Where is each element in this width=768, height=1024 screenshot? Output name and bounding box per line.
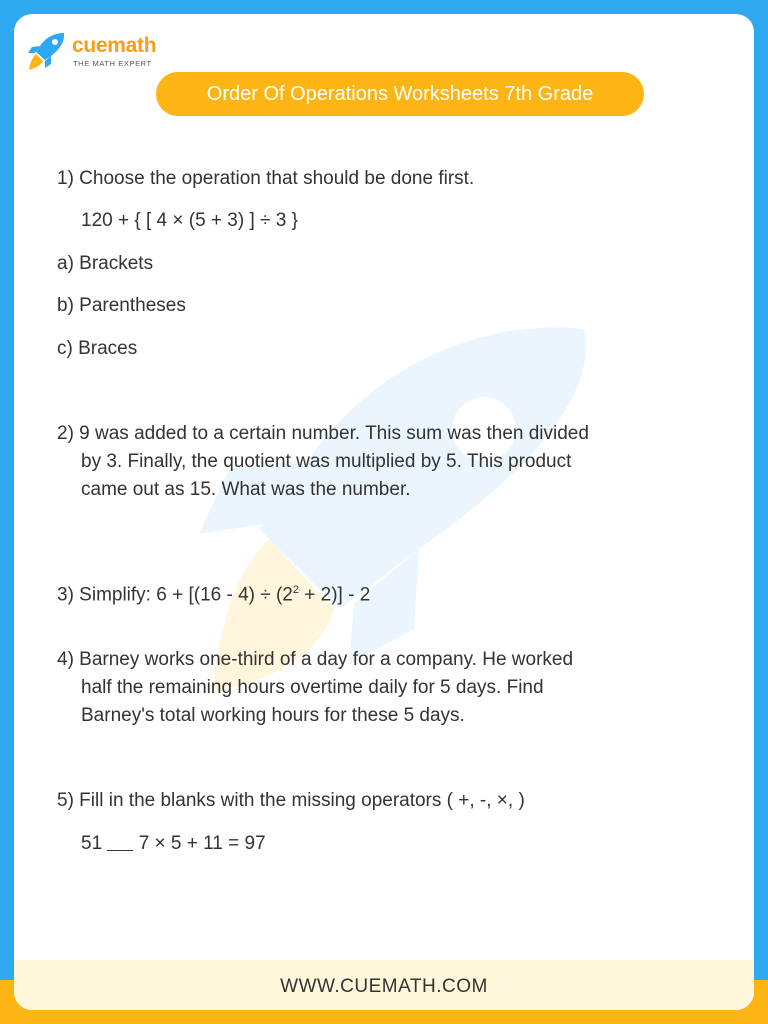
question-3-text — [57, 576, 370, 609]
question-3-suffix: + 2)] - 2 — [298, 584, 371, 606]
question-2-line-3: came out as 15. What was the number. — [81, 479, 411, 500]
question-5-text: 5) Fill in the blanks with the missing operators ( +, -, ×, ) — [57, 790, 525, 811]
question-4-line-2: half the remaining hours overtime daily for 5 days. Find — [81, 677, 544, 698]
worksheet-title: Order Of Operations Worksheets 7th Grade — [156, 72, 644, 116]
questions-area — [14, 14, 754, 954]
question-2-line-2: by 3. Finally, the quotient was multiplied by 5. This product — [81, 451, 572, 472]
question-1-option-c: c) Braces — [57, 338, 138, 359]
question-1-text: 1) Choose the operation that should be done first. — [57, 168, 475, 189]
question-4-line-3: Barney's total working hours for these 5 days. — [81, 705, 465, 726]
logo-tagline: THE MATH EXPERT — [73, 59, 152, 68]
equation-right: 7 × 5 + 11 = 97 — [133, 833, 266, 854]
question-3-prefix: 3) Simplify: 6 + [(16 - 4) ÷ (2 — [57, 584, 293, 606]
logo-wordmark: cuemath — [72, 34, 157, 57]
answer-blank[interactable] — [107, 832, 133, 851]
question-1-option-a: a) Brackets — [57, 253, 154, 274]
question-1-expression: 120 + { [ 4 × (5 + 3) ] ÷ 3 } — [81, 210, 298, 231]
footer-url-link[interactable]: WWW.CUEMATH.COM — [280, 976, 488, 997]
question-3-exponent: 2 — [292, 584, 299, 596]
question-5-equation — [81, 830, 266, 858]
question-1-option-b: b) Parentheses — [57, 295, 186, 316]
question-4-line-1: 4) Barney works one-third of a day for a company. He worked — [57, 649, 574, 670]
worksheet-page — [14, 14, 754, 1010]
question-2-line-1: 2) 9 was added to a certain number. This sum was then divided — [57, 423, 589, 444]
equation-left: 51 — [81, 833, 108, 854]
